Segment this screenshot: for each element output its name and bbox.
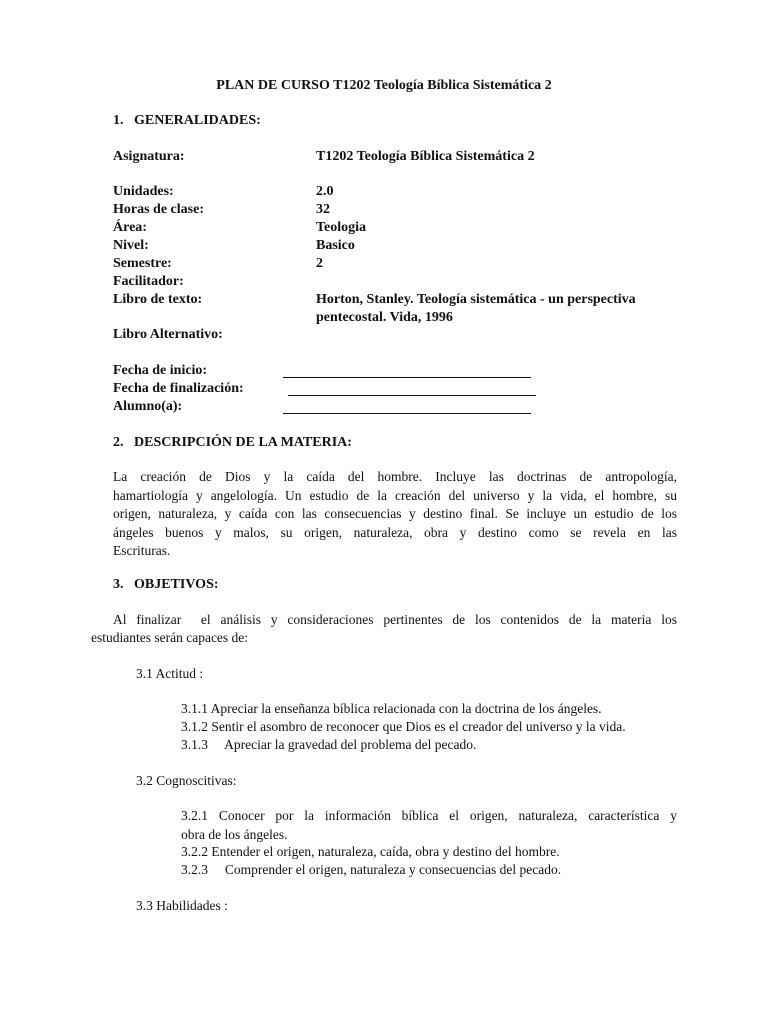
field-label-nivel: Nivel: (113, 238, 149, 253)
field-label-fecha-inicio: Fecha de inicio: (113, 363, 208, 378)
actitud-item-1: 3.1.1 Apreciar la enseñanza bíblica relacionada con la doctrina de los ángeles. (181, 701, 602, 716)
description-paragraph (113, 468, 677, 561)
objectives-intro-line-2: estudiantes serán capaces de: (91, 630, 249, 645)
description-line: La creación de Dios y la caída del hombre. Incluye las doctrinas de antropología, (113, 469, 677, 484)
field-label-semestre: Semestre: (113, 256, 172, 271)
section-1-heading: 1. GENERALIDADES: (113, 113, 261, 128)
alumno-blank-line (283, 413, 531, 414)
fecha-finalizacion-blank-line (288, 395, 536, 396)
objectives-intro-text: Al finalizar el análisis y consideraciones pertinentes de los contenidos de la materia los (113, 612, 677, 627)
field-label-fecha-finalizacion: Fecha de finalización: (113, 381, 244, 396)
actitud-item-2: 3.1.2 Sentir el asombro de reconocer que Dios es el creador del universo y la vida. (181, 719, 626, 734)
description-line: Escrituras. (113, 543, 171, 558)
field-value-libro-texto-line-1: Horton, Stanley. Teología sistemática - un perspectiva (316, 292, 636, 307)
actitud-item-3: 3.1.3 Apreciar la gravedad del problema del pecado. (181, 737, 477, 752)
field-value-area: Teologia (316, 220, 367, 235)
actitud-heading: 3.1 Actitud : (136, 666, 204, 681)
field-label-libro-texto: Libro de texto: (113, 292, 203, 307)
field-value-horas: 32 (316, 202, 330, 217)
section-3-heading: 3. OBJETIVOS: (113, 577, 219, 592)
field-value-nivel: Basico (316, 238, 355, 253)
habilidades-heading: 3.3 Habilidades : (136, 898, 228, 913)
description-line: origen, naturaleza, y caída con las consecuencias y destino final. Se incluye un estudio de los (113, 506, 677, 521)
cognoscitivas-item-1-line: obra de los ángeles. (181, 826, 288, 842)
objectives-intro-line-1 (113, 611, 677, 630)
field-value-semestre: 2 (316, 256, 323, 271)
document-title: PLAN DE CURSO T1202 Teología Bíblica Sistemática 2 (216, 78, 552, 93)
cognoscitivas-item-3: 3.2.3 Comprender el origen, naturaleza y consecuencias del pecado. (181, 862, 562, 877)
fecha-inicio-blank-line (283, 377, 531, 378)
field-label-area: Área: (113, 220, 147, 235)
field-label-asignatura: Asignatura: (113, 149, 185, 164)
description-line: ángeles buenos y malos, su origen, naturaleza, obra y destino como se revela en las (113, 524, 677, 540)
section-2-heading: 2. DESCRIPCIÓN DE LA MATERIA: (113, 435, 352, 450)
field-value-unidades: 2.0 (316, 184, 334, 199)
field-label-horas: Horas de clase: (113, 202, 204, 217)
field-value-libro-texto-line-2: pentecostal. Vida, 1996 (316, 310, 453, 325)
description-line: hamartiología y angelología. Un estudio de la creación del universo y la vida, el hombre, su (113, 487, 677, 503)
field-label-alumno: Alumno(a): (113, 399, 183, 414)
cognoscitivas-item-1 (181, 807, 677, 844)
cognoscitivas-item-1-line: 3.2.1 Conocer por la información bíblica el origen, naturaleza, característica y (181, 808, 677, 823)
cognoscitivas-item-2: 3.2.2 Entender el origen, naturaleza, caída, obra y destino del hombre. (181, 844, 560, 859)
cognoscitivas-heading: 3.2 Cognoscitivas: (136, 773, 237, 788)
field-label-unidades: Unidades: (113, 184, 174, 199)
field-label-libro-alternativo: Libro Alternativo: (113, 327, 223, 342)
field-value-asignatura: T1202 Teología Bíblica Sistemática 2 (316, 149, 535, 164)
field-label-facilitador: Facilitador: (113, 274, 184, 289)
